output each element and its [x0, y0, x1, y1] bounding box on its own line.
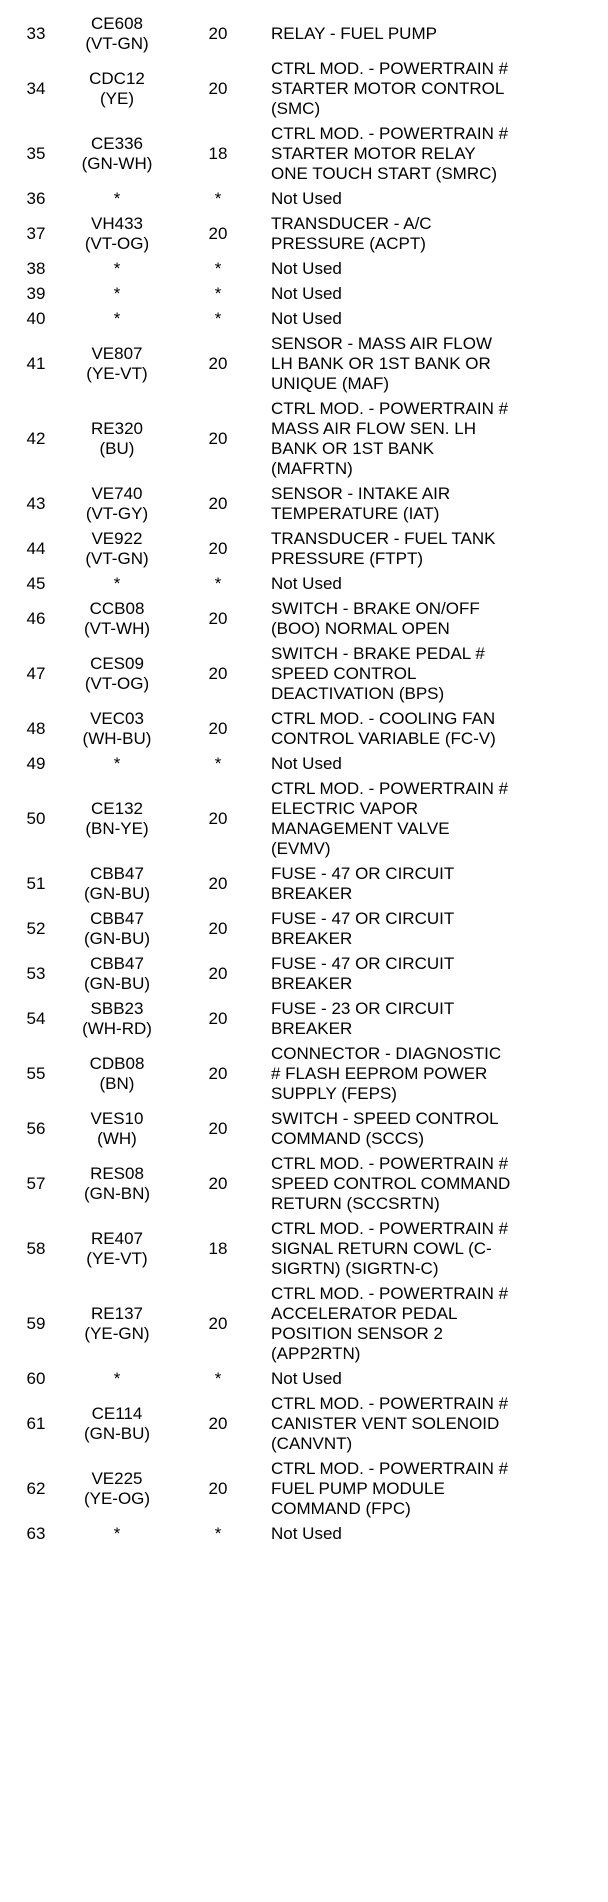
function-line: PRESSURE (ACPT)	[271, 233, 426, 253]
function-line: SIGRTN) (SIGRTN-C)	[271, 1258, 439, 1278]
function-line: SPEED CONTROL COMMAND	[271, 1173, 511, 1193]
table-row	[0, 596, 608, 641]
circuit-code: CES09	[90, 653, 144, 673]
pin-number: 45	[26, 573, 46, 593]
wire-color: (GN-BN)	[83, 1183, 151, 1203]
function-line: MANAGEMENT VALVE	[271, 818, 450, 838]
wire-color: (VT-OG)	[84, 673, 150, 693]
wire-gauge: 20	[208, 1413, 228, 1433]
circuit-code: VES10	[90, 1108, 144, 1128]
function-line: STARTER MOTOR CONTROL	[271, 78, 505, 98]
circuit-function	[271, 529, 601, 569]
function-line: Not Used	[271, 1523, 342, 1543]
wire-gauge: 20	[208, 23, 228, 43]
pin-number: 42	[26, 428, 46, 448]
wire-gauge: 20	[208, 608, 228, 628]
wire-gauge: *	[214, 753, 222, 773]
table-row	[0, 1391, 608, 1456]
circuit-code: CE336	[91, 133, 143, 153]
function-line: CTRL MOD. - POWERTRAIN #	[271, 1458, 509, 1478]
function-line: SWITCH - SPEED CONTROL	[271, 1108, 499, 1128]
circuit-code: CBB47	[90, 953, 144, 973]
function-line: LH BANK OR 1ST BANK OR	[271, 353, 491, 373]
wire-gauge: *	[214, 258, 222, 278]
pin-number: 54	[26, 1008, 46, 1028]
wire-color: (VT-GY)	[85, 503, 149, 523]
function-line: FUSE - 47 OR CIRCUIT	[271, 908, 455, 928]
circuit-code: VEC03	[90, 708, 144, 728]
function-line: Not Used	[271, 1368, 342, 1388]
function-line: DEACTIVATION (BPS)	[271, 683, 445, 703]
circuit-code: RES08	[90, 1163, 144, 1183]
function-line: SWITCH - BRAKE PEDAL #	[271, 643, 485, 663]
function-line: Not Used	[271, 753, 342, 773]
function-line: POSITION SENSOR 2	[271, 1323, 443, 1343]
function-line: (BOO) NORMAL OPEN	[271, 618, 450, 638]
table-row	[0, 1216, 608, 1281]
circuit-code: *	[113, 573, 121, 593]
wire-gauge: 20	[208, 1478, 228, 1498]
table-row	[0, 571, 608, 596]
circuit-function	[271, 309, 601, 329]
table-row	[0, 256, 608, 281]
circuit-id	[62, 284, 172, 304]
circuit-id	[62, 999, 172, 1039]
wire-gauge: 20	[208, 808, 228, 828]
wire-gauge: 18	[208, 143, 228, 163]
function-line: SWITCH - BRAKE ON/OFF	[271, 598, 480, 618]
function-line: UNIQUE (MAF)	[271, 373, 390, 393]
function-line: CTRL MOD. - POWERTRAIN #	[271, 123, 509, 143]
pin-number: 44	[26, 538, 46, 558]
function-line: MASS AIR FLOW SEN. LH	[271, 418, 476, 438]
circuit-code: RE137	[91, 1303, 143, 1323]
circuit-function	[271, 709, 601, 749]
circuit-function	[271, 1219, 601, 1279]
circuit-function	[271, 1369, 601, 1389]
circuit-code: CE114	[91, 1403, 143, 1423]
circuit-id	[62, 344, 172, 384]
wire-gauge: *	[214, 188, 222, 208]
circuit-id	[62, 574, 172, 594]
pin-number: 40	[26, 308, 46, 328]
function-line: ACCELERATOR PEDAL	[271, 1303, 458, 1323]
circuit-code: CE608	[91, 13, 143, 33]
table-row	[0, 1151, 608, 1216]
function-line: TRANSDUCER - FUEL TANK	[271, 528, 496, 548]
wire-color: (YE-VT)	[86, 1248, 148, 1268]
circuit-function	[271, 1524, 601, 1544]
circuit-id	[62, 309, 172, 329]
circuit-id	[62, 909, 172, 949]
circuit-code: CDC12	[89, 68, 145, 88]
function-line: COMMAND (SCCS)	[271, 1128, 424, 1148]
function-line: Not Used	[271, 573, 342, 593]
circuit-code: VE740	[91, 483, 143, 503]
pin-number: 58	[26, 1238, 46, 1258]
pin-number: 43	[26, 493, 46, 513]
function-line: SENSOR - MASS AIR FLOW	[271, 333, 493, 353]
function-line: COMMAND (FPC)	[271, 1498, 411, 1518]
circuit-code: CE132	[91, 798, 143, 818]
circuit-id	[62, 1109, 172, 1149]
circuit-id	[62, 1164, 172, 1204]
function-line: CTRL MOD. - POWERTRAIN #	[271, 58, 509, 78]
circuit-code: *	[113, 753, 121, 773]
wire-gauge: 20	[208, 1173, 228, 1193]
wire-gauge: 20	[208, 538, 228, 558]
circuit-function	[271, 1459, 601, 1519]
function-line: (APP2RTN)	[271, 1343, 361, 1363]
circuit-code: *	[113, 283, 121, 303]
circuit-code: VE807	[91, 343, 143, 363]
circuit-id	[62, 1054, 172, 1094]
pin-number: 36	[26, 188, 46, 208]
function-line: (SMC)	[271, 98, 321, 118]
circuit-id	[62, 799, 172, 839]
circuit-function	[271, 259, 601, 279]
function-line: FUSE - 23 OR CIRCUIT	[271, 998, 455, 1018]
wire-color: (GN-WH)	[81, 153, 153, 173]
wire-color: (WH-BU)	[82, 728, 152, 748]
circuit-code: RE407	[91, 1228, 143, 1248]
function-line: STARTER MOTOR RELAY	[271, 143, 476, 163]
wire-color: (BU)	[99, 438, 135, 458]
table-row	[0, 1041, 608, 1106]
pin-number: 57	[26, 1173, 46, 1193]
table-row	[0, 11, 608, 56]
wire-color: (VT-WH)	[83, 618, 151, 638]
table-row	[0, 56, 608, 121]
wire-gauge: 20	[208, 663, 228, 683]
pin-number: 34	[26, 78, 46, 98]
circuit-function	[271, 1044, 601, 1104]
wire-color: (YE-GN)	[84, 1323, 150, 1343]
wire-gauge: *	[214, 1523, 222, 1543]
circuit-id	[62, 214, 172, 254]
wire-color: (YE-VT)	[86, 363, 148, 383]
pin-number: 47	[26, 663, 46, 683]
function-line: SUPPLY (FEPS)	[271, 1083, 397, 1103]
table-row	[0, 281, 608, 306]
circuit-function	[271, 599, 601, 639]
table-row	[0, 526, 608, 571]
circuit-id	[62, 419, 172, 459]
function-line: BREAKER	[271, 883, 353, 903]
circuit-id	[62, 259, 172, 279]
function-line: CTRL MOD. - POWERTRAIN #	[271, 398, 509, 418]
wire-color: (BN)	[99, 1073, 135, 1093]
wire-color: (YE)	[100, 88, 134, 108]
function-line: BREAKER	[271, 928, 353, 948]
circuit-function	[271, 1394, 601, 1454]
function-line: (EVMV)	[271, 838, 331, 858]
table-row	[0, 1366, 608, 1391]
function-line: SPEED CONTROL	[271, 663, 417, 683]
circuit-id	[62, 1404, 172, 1444]
circuit-function	[271, 334, 601, 394]
table-row	[0, 186, 608, 211]
wire-gauge: 20	[208, 918, 228, 938]
table-row	[0, 481, 608, 526]
circuit-code: VE922	[91, 528, 143, 548]
table-row	[0, 751, 608, 776]
wire-gauge: 18	[208, 1238, 228, 1258]
circuit-function	[271, 574, 601, 594]
wire-gauge: 20	[208, 428, 228, 448]
function-line: Not Used	[271, 258, 342, 278]
wire-gauge: 20	[208, 1008, 228, 1028]
function-line: ONE TOUCH START (SMRC)	[271, 163, 498, 183]
circuit-function	[271, 189, 601, 209]
wire-color: (WH)	[97, 1128, 137, 1148]
table-row	[0, 641, 608, 706]
circuit-code: *	[113, 188, 121, 208]
table-row	[0, 996, 608, 1041]
table-row	[0, 211, 608, 256]
table-row	[0, 331, 608, 396]
circuit-code: RE320	[91, 418, 143, 438]
pin-number: 46	[26, 608, 46, 628]
pin-number: 51	[26, 873, 46, 893]
circuit-function	[271, 779, 601, 859]
wire-gauge: 20	[208, 223, 228, 243]
table-row	[0, 861, 608, 906]
circuit-id	[62, 484, 172, 524]
wire-gauge: 20	[208, 1313, 228, 1333]
wire-gauge: 20	[208, 493, 228, 513]
table-row	[0, 906, 608, 951]
circuit-code: *	[113, 1368, 121, 1388]
table-row	[0, 776, 608, 861]
pin-number: 62	[26, 1478, 46, 1498]
wire-color: (VT-GN)	[85, 548, 149, 568]
circuit-id	[62, 654, 172, 694]
pin-number: 35	[26, 143, 46, 163]
pin-number: 61	[26, 1413, 46, 1433]
function-line: CONTROL VARIABLE (FC-V)	[271, 728, 496, 748]
wire-color: (VT-GN)	[85, 33, 149, 53]
function-line: FUEL PUMP MODULE	[271, 1478, 445, 1498]
wire-gauge: *	[214, 283, 222, 303]
circuit-function	[271, 1109, 601, 1149]
pin-number: 38	[26, 258, 46, 278]
circuit-code: CBB47	[90, 863, 144, 883]
function-line: CONNECTOR - DIAGNOSTIC	[271, 1043, 502, 1063]
function-line: TRANSDUCER - A/C	[271, 213, 432, 233]
function-line: SIGNAL RETURN COWL (C-	[271, 1238, 492, 1258]
circuit-function	[271, 999, 601, 1039]
function-line: Not Used	[271, 283, 342, 303]
pin-number: 53	[26, 963, 46, 983]
circuit-function	[271, 24, 601, 44]
wire-color: (YE-OG)	[83, 1488, 151, 1508]
pin-number: 41	[26, 353, 46, 373]
table-row	[0, 706, 608, 751]
wire-color: (GN-BU)	[83, 973, 151, 993]
function-line: # FLASH EEPROM POWER	[271, 1063, 488, 1083]
function-line: CANISTER VENT SOLENOID	[271, 1413, 500, 1433]
circuit-function	[271, 214, 601, 254]
circuit-id	[62, 189, 172, 209]
circuit-id	[62, 954, 172, 994]
circuit-id	[62, 1304, 172, 1344]
circuit-id	[62, 14, 172, 54]
circuit-id	[62, 599, 172, 639]
circuit-id	[62, 1229, 172, 1269]
table-row	[0, 396, 608, 481]
function-line: BREAKER	[271, 1018, 353, 1038]
wire-gauge: 20	[208, 718, 228, 738]
circuit-function	[271, 484, 601, 524]
wire-gauge: 20	[208, 1063, 228, 1083]
circuit-function	[271, 284, 601, 304]
wire-color: (VT-OG)	[84, 233, 150, 253]
pin-number: 50	[26, 808, 46, 828]
pin-number: 59	[26, 1313, 46, 1333]
function-line: FUSE - 47 OR CIRCUIT	[271, 863, 455, 883]
pin-number: 48	[26, 718, 46, 738]
wire-gauge: 20	[208, 353, 228, 373]
function-line: CTRL MOD. - POWERTRAIN #	[271, 778, 509, 798]
circuit-code: CCB08	[89, 598, 145, 618]
function-line: BANK OR 1ST BANK	[271, 438, 435, 458]
wire-gauge: 20	[208, 1118, 228, 1138]
circuit-code: SBB23	[90, 998, 144, 1018]
circuit-id	[62, 134, 172, 174]
table-row	[0, 1521, 608, 1546]
function-line: Not Used	[271, 308, 342, 328]
pin-number: 39	[26, 283, 46, 303]
wire-gauge: *	[214, 573, 222, 593]
function-line: CTRL MOD. - POWERTRAIN #	[271, 1218, 509, 1238]
pin-number: 52	[26, 918, 46, 938]
circuit-code: CDB08	[89, 1053, 145, 1073]
function-line: (MAFRTN)	[271, 458, 353, 478]
circuit-id	[62, 1369, 172, 1389]
table-row	[0, 1281, 608, 1366]
function-line: CTRL MOD. - POWERTRAIN #	[271, 1153, 509, 1173]
circuit-code: CBB47	[90, 908, 144, 928]
circuit-id	[62, 864, 172, 904]
table-row	[0, 306, 608, 331]
table-row	[0, 951, 608, 996]
circuit-id	[62, 754, 172, 774]
table-row	[0, 1456, 608, 1521]
function-line: CTRL MOD. - COOLING FAN	[271, 708, 496, 728]
pin-number: 56	[26, 1118, 46, 1138]
pin-number: 37	[26, 223, 46, 243]
wire-gauge: 20	[208, 78, 228, 98]
wire-color: (GN-BU)	[83, 928, 151, 948]
circuit-code: *	[113, 258, 121, 278]
wire-color: (GN-BU)	[83, 883, 151, 903]
function-line: TEMPERATURE (IAT)	[271, 503, 440, 523]
circuit-function	[271, 124, 601, 184]
circuit-function	[271, 644, 601, 704]
function-line: Not Used	[271, 188, 342, 208]
function-line: CTRL MOD. - POWERTRAIN #	[271, 1283, 509, 1303]
function-line: CTRL MOD. - POWERTRAIN #	[271, 1393, 509, 1413]
function-line: ELECTRIC VAPOR	[271, 798, 419, 818]
wire-gauge: *	[214, 308, 222, 328]
circuit-function	[271, 754, 601, 774]
wire-gauge: 20	[208, 963, 228, 983]
table-row	[0, 1106, 608, 1151]
wire-color: (WH-RD)	[82, 1018, 152, 1038]
circuit-code: VH433	[91, 213, 143, 233]
circuit-code: *	[113, 308, 121, 328]
function-line: BREAKER	[271, 973, 353, 993]
circuit-id	[62, 1469, 172, 1509]
pin-number: 63	[26, 1523, 46, 1543]
table-row	[0, 121, 608, 186]
circuit-function	[271, 864, 601, 904]
wire-gauge: 20	[208, 873, 228, 893]
function-line: FUSE - 47 OR CIRCUIT	[271, 953, 455, 973]
circuit-function	[271, 954, 601, 994]
circuit-function	[271, 1154, 601, 1214]
function-line: (CANVNT)	[271, 1433, 353, 1453]
circuit-id	[62, 529, 172, 569]
circuit-function	[271, 399, 601, 479]
function-line: RETURN (SCCSRTN)	[271, 1193, 440, 1213]
circuit-id	[62, 69, 172, 109]
circuit-code: *	[113, 1523, 121, 1543]
function-line: SENSOR - INTAKE AIR	[271, 483, 451, 503]
circuit-id	[62, 709, 172, 749]
circuit-function	[271, 909, 601, 949]
circuit-function	[271, 59, 601, 119]
circuit-code: VE225	[91, 1468, 143, 1488]
function-line: RELAY - FUEL PUMP	[271, 23, 437, 43]
pin-number: 60	[26, 1368, 46, 1388]
wire-color: (GN-BU)	[83, 1423, 151, 1443]
wire-gauge: *	[214, 1368, 222, 1388]
pin-number: 33	[26, 23, 46, 43]
function-line: PRESSURE (FTPT)	[271, 548, 424, 568]
circuit-function	[271, 1284, 601, 1364]
pin-number: 49	[26, 753, 46, 773]
circuit-id	[62, 1524, 172, 1544]
wire-color: (BN-YE)	[85, 818, 149, 838]
pin-number: 55	[26, 1063, 46, 1083]
